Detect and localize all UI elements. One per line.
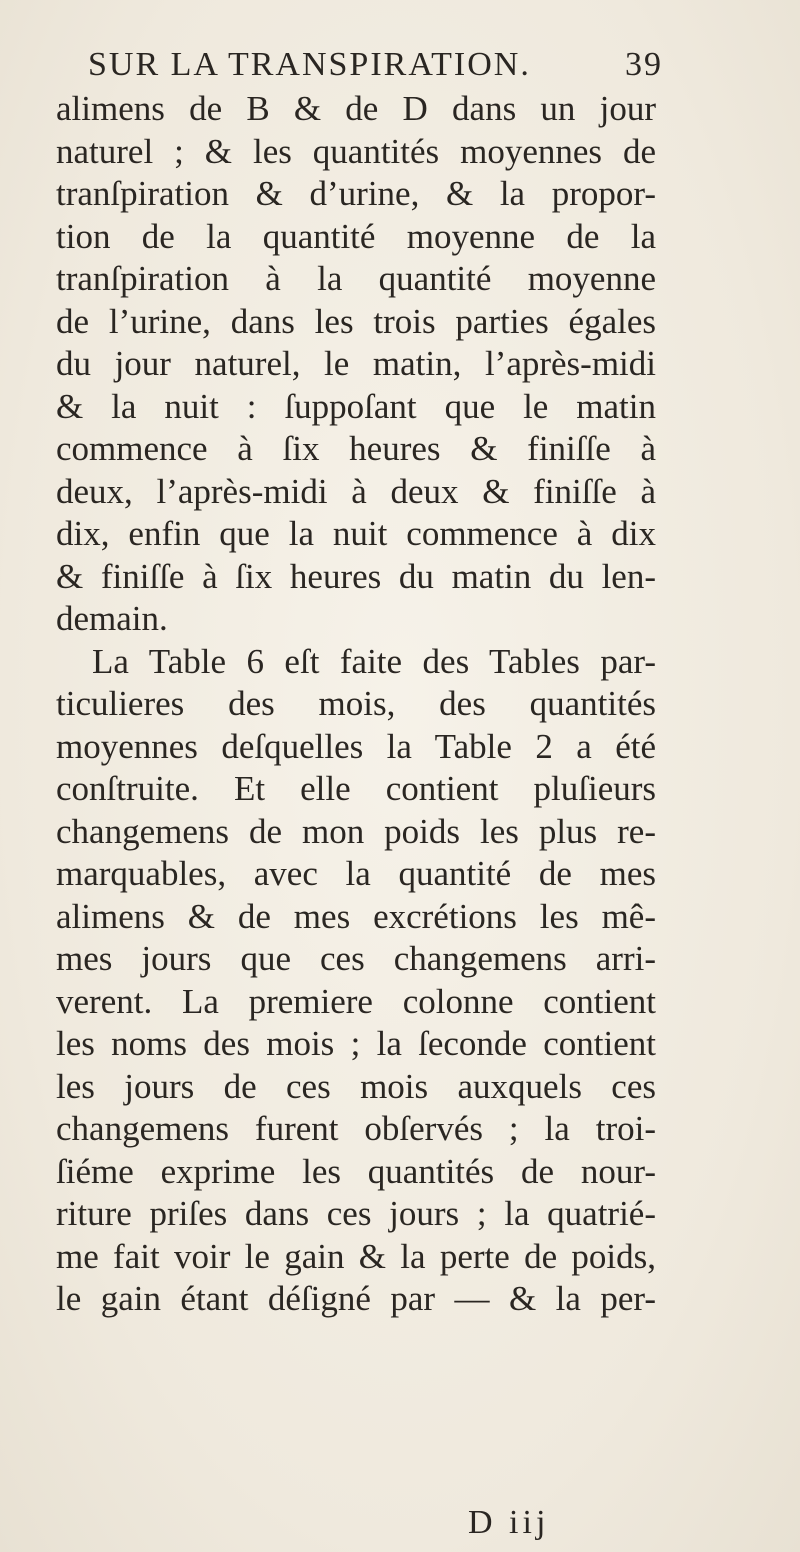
text-line: marquables, avec la quantité de mes [56,854,656,893]
text-line: me fait voir le gain & la perte de poids, [56,1236,656,1276]
paragraph-2 [56,641,656,1321]
text-line: demain. [56,599,168,638]
text-line: deux, l’après-midi à deux & finiſſe à [56,471,656,511]
text-line: tion de la quantité moyenne de la [56,216,656,256]
running-title: SUR LA TRANSPIRATION. [88,46,531,83]
text-line: tranſpiration à la quantité moyenne [56,259,656,298]
text-line: & la nuit : ſuppoſant que le matin [56,386,656,426]
text-line: alimens & de mes excrétions les mê- [56,896,656,936]
text-line: changemens furent obſervés ; la troi- [56,1109,656,1148]
text-line: ticulieres des mois, des quantités [56,684,656,723]
signature-mark: D iij [468,1504,550,1541]
text-line: les jours de ces mois auxquels ces [56,1066,656,1106]
text-line: tranſpiration & d’urine, & la propor- [56,174,656,213]
text-line: commence à ſix heures & finiſſe à [56,429,656,468]
text-line: dix, enfin que la nuit commence à dix [56,514,656,553]
running-header [88,40,663,90]
text-line: & finiſſe à ſix heures du matin du len- [56,556,656,596]
text-line: La Table 6 eſt faite des Tables par- [92,641,656,681]
text-line: de l’urine, dans les trois parties égales [56,301,656,341]
text-line: mes jours que ces changemens arri- [56,939,656,978]
text-line: naturel ; & les quantités moyennes de [56,131,656,171]
paragraph-1 [56,88,656,641]
text-line: les noms des mois ; la ſeconde contient [56,1024,656,1063]
text-line: riture priſes dans ces jours ; la quatrié- [56,1194,656,1233]
body-text [56,88,656,1321]
text-line: changemens de mon poids les plus re- [56,811,656,851]
text-line: ſiéme exprime les quantités de nour- [56,1151,656,1191]
text-line: le gain étant déſigné par — & la per- [56,1279,656,1318]
text-line: du jour naturel, le matin, l’après-midi [56,344,656,383]
text-line: verent. La premiere colonne contient [56,981,656,1021]
text-line: moyennes deſquelles la Table 2 a été [56,726,656,766]
text-line: alimens de B & de D dans un jour [56,89,656,128]
text-line: conſtruite. Et elle contient pluſieurs [56,769,656,808]
page-number: 39 [625,46,663,83]
